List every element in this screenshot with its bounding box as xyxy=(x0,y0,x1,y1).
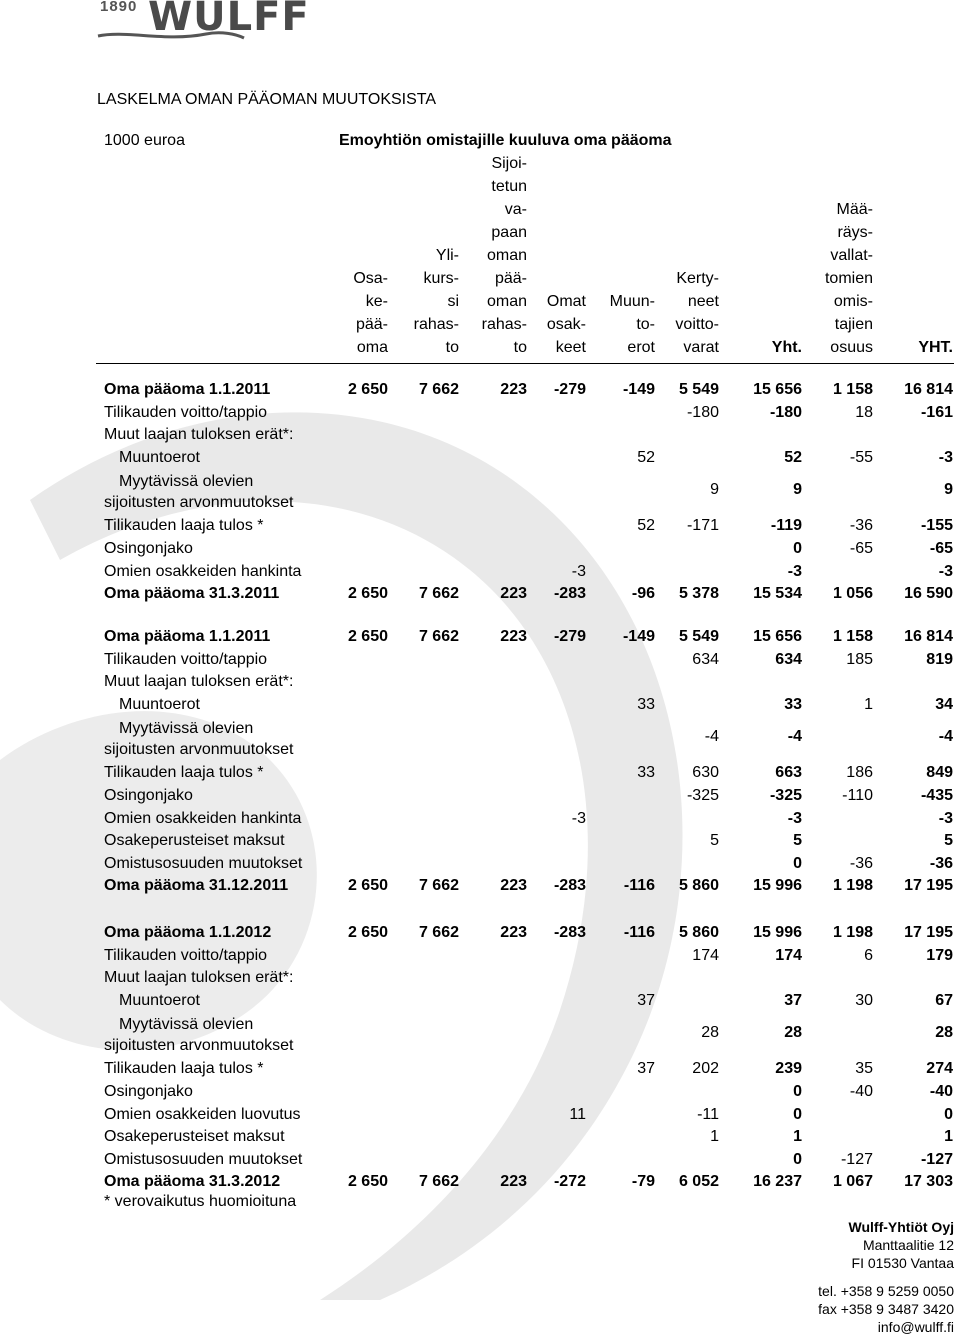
table-row xyxy=(0,1014,960,1058)
cell-col-4: -283 xyxy=(553,924,586,941)
cell-col-7: 0 xyxy=(793,854,802,872)
cell-col-9: 819 xyxy=(926,650,953,668)
cell-col-9: -155 xyxy=(920,517,953,535)
row-label: Muut laajan tuloksen erät*: xyxy=(104,969,294,987)
column-header-6: Kerty- neet voitto- varat xyxy=(675,270,719,356)
table-row xyxy=(0,1151,960,1173)
table-row xyxy=(0,1106,960,1128)
cell-col-2: 7 662 xyxy=(418,585,459,603)
row-label: Omien osakkeiden hankinta xyxy=(104,562,302,580)
table-row xyxy=(0,426,960,448)
group-header: Emoyhtiön omistajille kuuluva oma pääoma xyxy=(339,132,672,149)
cell-col-9: -3 xyxy=(938,809,953,827)
cell-col-8: 1 158 xyxy=(832,381,873,398)
cell-col-4: -272 xyxy=(553,1173,586,1191)
table-row xyxy=(0,540,960,562)
cell-col-9: -3 xyxy=(938,448,953,466)
cell-col-9: -127 xyxy=(920,1150,953,1168)
cell-col-4: -3 xyxy=(571,562,586,580)
table-row xyxy=(0,449,960,471)
row-label: Osakeperusteiset maksut xyxy=(104,1128,285,1146)
cell-col-3: 223 xyxy=(500,585,527,603)
column-header-9: YHT. xyxy=(918,339,953,356)
company-address xyxy=(849,1218,955,1272)
row-label: Myytävissä olevien sijoitusten arvonmuutokset xyxy=(104,473,294,512)
unit-label: 1000 euroa xyxy=(104,132,185,149)
cell-col-9: -161 xyxy=(920,403,953,421)
column-header-1: Osa- ke- pää- oma xyxy=(353,270,388,356)
cell-col-3: 223 xyxy=(500,1173,527,1191)
table-row xyxy=(0,517,960,539)
header-divider xyxy=(96,363,954,364)
cell-col-7: 5 xyxy=(793,832,802,850)
column-header-8: Mää- räys- vallat- tomien omis- tajien osuus xyxy=(824,201,873,356)
row-label: Muuntoerot xyxy=(119,991,200,1009)
cell-col-9: 34 xyxy=(935,695,953,713)
cell-col-2: 7 662 xyxy=(418,924,459,941)
cell-col-7: 15 996 xyxy=(753,924,802,941)
company-street: Manttaalitie 12 xyxy=(862,1237,954,1253)
logo-name: WULFF xyxy=(148,0,310,40)
row-label: Oma pääoma 1.1.2012 xyxy=(104,924,272,941)
cell-col-7: 15 656 xyxy=(753,628,802,645)
cell-col-9: 17 303 xyxy=(904,1173,953,1191)
cell-col-6: 5 xyxy=(710,832,719,850)
cell-col-6: 28 xyxy=(701,1024,719,1042)
cell-col-9: -4 xyxy=(938,728,953,746)
cell-col-9: 274 xyxy=(926,1060,953,1078)
cell-col-6: 174 xyxy=(692,946,719,964)
cell-col-6: 5 549 xyxy=(678,628,719,645)
row-label: Tilikauden laaja tulos * xyxy=(104,764,264,782)
table-row xyxy=(0,810,960,832)
cell-col-5: 33 xyxy=(637,695,655,713)
table-row xyxy=(0,947,960,969)
cell-col-7: 663 xyxy=(775,764,802,782)
cell-col-6: -11 xyxy=(697,1105,719,1123)
table-row xyxy=(0,651,960,673)
cell-col-1: 2 650 xyxy=(347,381,388,398)
table-row xyxy=(0,992,960,1014)
row-label: Omien osakkeiden luovutus xyxy=(104,1105,301,1123)
company-name: Wulff-Yhtiöt Oyj xyxy=(848,1219,954,1235)
cell-col-6: -180 xyxy=(686,403,719,421)
row-label: Tilikauden laaja tulos * xyxy=(104,1060,264,1078)
cell-col-6: 5 378 xyxy=(678,585,719,603)
cell-col-7: 1 xyxy=(793,1128,802,1146)
cell-col-8: 1 158 xyxy=(832,628,873,645)
row-label: Oma pääoma 31.3.2011 xyxy=(104,585,280,603)
row-label: Muuntoerot xyxy=(119,695,200,713)
cell-col-2: 7 662 xyxy=(418,877,459,895)
cell-col-8: -110 xyxy=(842,787,873,804)
cell-col-7: 16 237 xyxy=(753,1173,802,1191)
row-label: Muuntoerot xyxy=(119,448,200,466)
cell-col-6: 6 052 xyxy=(678,1173,719,1191)
cell-col-9: 16 590 xyxy=(904,585,953,603)
cell-col-4: 11 xyxy=(569,1105,586,1123)
cell-col-9: -40 xyxy=(929,1083,953,1100)
row-label: Osingonjako xyxy=(104,787,193,804)
logo-year: 1890 xyxy=(100,0,138,15)
cell-col-4: -3 xyxy=(571,809,586,827)
cell-col-5: -149 xyxy=(622,628,655,645)
cell-col-7: -4 xyxy=(787,728,802,746)
cell-col-5: -116 xyxy=(623,877,655,895)
row-label: Tilikauden voitto/tappio xyxy=(104,403,268,421)
cell-col-5: 52 xyxy=(637,448,655,466)
cell-col-7: 15 534 xyxy=(753,585,802,603)
cell-col-8: -40 xyxy=(849,1083,873,1100)
cell-col-8: -55 xyxy=(849,448,873,466)
cell-col-7: 634 xyxy=(775,650,802,668)
cell-col-1: 2 650 xyxy=(347,924,388,941)
cell-col-4: -283 xyxy=(553,877,586,895)
column-header-3: Sijoi- tetun va- paan oman pää- oman rahas- to xyxy=(481,155,527,356)
row-label: Oma pääoma 31.12.2011 xyxy=(104,877,289,895)
row-label: Oma pääoma 1.1.2011 xyxy=(104,381,271,398)
table-row xyxy=(0,404,960,426)
cell-col-8: 30 xyxy=(855,991,873,1009)
cell-col-7: 33 xyxy=(784,695,802,713)
row-label: Oma pääoma 31.3.2012 xyxy=(104,1173,281,1191)
row-label: Myytävissä olevien sijoitusten arvonmuutokset xyxy=(104,720,294,759)
cell-col-7: 15 996 xyxy=(753,877,802,895)
row-label: Omistusosuuden muutokset xyxy=(104,854,303,872)
cell-col-7: 174 xyxy=(775,946,802,964)
page-title: LASKELMA OMAN PÄÄOMAN MUUTOKSISTA xyxy=(97,91,437,108)
cell-col-7: 28 xyxy=(784,1024,802,1042)
cell-col-7: 0 xyxy=(793,1150,802,1168)
cell-col-6: -171 xyxy=(686,517,719,535)
cell-col-6: 5 860 xyxy=(678,877,719,895)
cell-col-5: 37 xyxy=(637,1060,655,1078)
cell-col-7: 15 656 xyxy=(753,381,802,398)
cell-col-7: 9 xyxy=(793,481,802,499)
row-label: Osingonjako xyxy=(104,1083,193,1100)
cell-col-9: 16 814 xyxy=(904,381,953,398)
table-row xyxy=(0,585,960,607)
cell-col-8: 185 xyxy=(846,650,873,668)
column-header-2: Yli- kurs- si rahas- to xyxy=(413,247,459,356)
row-label: Tilikauden voitto/tappio xyxy=(104,946,268,964)
cell-col-8: -36 xyxy=(849,854,873,872)
cell-col-9: -3 xyxy=(938,562,953,580)
table-row xyxy=(0,718,960,762)
cell-col-2: 7 662 xyxy=(418,628,459,645)
company-fax: fax +358 9 3487 3420 xyxy=(818,1301,954,1317)
cell-col-4: -279 xyxy=(553,381,586,398)
cell-col-2: 7 662 xyxy=(418,1173,459,1191)
row-label: Myytävissä olevien sijoitusten arvonmuutokset xyxy=(104,1016,294,1055)
logo-swoosh-icon xyxy=(96,28,246,44)
table-row xyxy=(0,764,960,786)
cell-col-8: 18 xyxy=(855,403,873,421)
table-row xyxy=(0,1083,960,1105)
cell-col-3: 223 xyxy=(500,877,527,895)
cell-col-7: -3 xyxy=(787,809,802,827)
cell-col-9: -36 xyxy=(929,854,953,872)
row-label: Muut laajan tuloksen erät*: xyxy=(104,673,294,691)
cell-col-3: 223 xyxy=(500,924,527,941)
row-label: Oma pääoma 1.1.2011 xyxy=(104,628,271,645)
table-row xyxy=(0,877,960,899)
table-row xyxy=(0,787,960,809)
cell-col-5: -116 xyxy=(623,924,655,941)
cell-col-6: 5 860 xyxy=(678,924,719,941)
cell-col-5: 52 xyxy=(637,517,655,535)
cell-col-9: 28 xyxy=(935,1024,953,1042)
table-row xyxy=(0,924,960,946)
cell-col-8: 1 198 xyxy=(832,877,873,895)
cell-col-8: 1 198 xyxy=(832,924,873,941)
table-row xyxy=(0,696,960,718)
cell-col-1: 2 650 xyxy=(347,1173,388,1191)
cell-col-9: -435 xyxy=(920,787,953,804)
cell-col-5: 37 xyxy=(637,991,655,1009)
table-row xyxy=(0,673,960,695)
cell-col-4: -279 xyxy=(553,628,586,645)
cell-col-8: 1 xyxy=(864,695,873,713)
row-label: Osingonjako xyxy=(104,540,193,557)
column-header-5: Muun- to- erot xyxy=(609,293,655,356)
cell-col-9: 67 xyxy=(935,991,953,1009)
table-row xyxy=(0,628,960,650)
table-row xyxy=(0,969,960,991)
cell-col-7: -119 xyxy=(770,517,802,535)
cell-col-8: 186 xyxy=(846,764,873,782)
cell-col-1: 2 650 xyxy=(347,877,388,895)
cell-col-5: -149 xyxy=(622,381,655,398)
row-label: Omistusosuuden muutokset xyxy=(104,1150,303,1168)
cell-col-7: -3 xyxy=(787,562,802,580)
footnote: * verovaikutus huomioituna xyxy=(104,1193,297,1210)
table-row xyxy=(0,1060,960,1082)
cell-col-9: 0 xyxy=(944,1105,953,1123)
cell-col-5: -96 xyxy=(631,585,655,603)
cell-col-6: -325 xyxy=(686,787,719,804)
cell-col-6: 634 xyxy=(692,650,719,668)
row-label: Omien osakkeiden hankinta xyxy=(104,809,302,827)
row-label: Muut laajan tuloksen erät*: xyxy=(104,426,294,444)
cell-col-7: 0 xyxy=(793,1083,802,1100)
row-label: Tilikauden laaja tulos * xyxy=(104,517,264,535)
cell-col-6: 1 xyxy=(710,1128,719,1146)
cell-col-9: -65 xyxy=(929,540,953,557)
cell-col-7: 0 xyxy=(793,540,802,557)
cell-col-6: 5 549 xyxy=(678,381,719,398)
cell-col-9: 16 814 xyxy=(904,628,953,645)
cell-col-6: 202 xyxy=(692,1060,719,1078)
cell-col-8: 1 056 xyxy=(832,585,873,603)
cell-col-7: 239 xyxy=(775,1060,802,1078)
company-contacts xyxy=(818,1282,954,1336)
cell-col-7: 52 xyxy=(784,448,802,466)
table-row xyxy=(0,471,960,515)
cell-col-5: -79 xyxy=(631,1173,655,1191)
column-header-7: Yht. xyxy=(771,339,802,356)
cell-col-8: 35 xyxy=(855,1060,873,1078)
cell-col-9: 9 xyxy=(944,481,953,499)
cell-col-1: 2 650 xyxy=(347,585,388,603)
cell-col-4: -283 xyxy=(553,585,586,603)
company-email[interactable]: info@wulff.fi xyxy=(877,1319,954,1335)
table-row xyxy=(0,832,960,854)
cell-col-8: -36 xyxy=(849,517,873,535)
cell-col-8: 6 xyxy=(864,946,873,964)
cell-col-7: 0 xyxy=(793,1105,802,1123)
cell-col-8: -65 xyxy=(849,540,873,557)
cell-col-7: 37 xyxy=(784,991,802,1009)
company-city: FI 01530 Vantaa xyxy=(851,1255,954,1271)
cell-col-6: 9 xyxy=(710,481,719,499)
table-row xyxy=(0,563,960,585)
cell-col-3: 223 xyxy=(500,381,527,398)
row-label: Tilikauden voitto/tappio xyxy=(104,650,268,668)
cell-col-6: 630 xyxy=(692,764,719,782)
table-row xyxy=(0,381,960,403)
cell-col-9: 17 195 xyxy=(904,924,953,941)
cell-col-3: 223 xyxy=(500,628,527,645)
cell-col-9: 5 xyxy=(944,832,953,850)
cell-col-1: 2 650 xyxy=(347,628,388,645)
cell-col-8: -127 xyxy=(840,1150,873,1168)
cell-col-7: -325 xyxy=(769,787,802,804)
cell-col-5: 33 xyxy=(637,764,655,782)
cell-col-9: 849 xyxy=(926,764,953,782)
cell-col-9: 17 195 xyxy=(904,877,953,895)
cell-col-9: 179 xyxy=(926,946,953,964)
company-tel: tel. +358 9 5259 0050 xyxy=(818,1283,954,1299)
table-row xyxy=(0,1128,960,1150)
cell-col-9: 1 xyxy=(944,1128,953,1146)
cell-col-7: -180 xyxy=(769,403,802,421)
cell-col-8: 1 067 xyxy=(832,1173,873,1191)
table-row xyxy=(0,855,960,877)
cell-col-6: -4 xyxy=(704,728,719,746)
column-header-4: Omat osak- keet xyxy=(546,293,586,356)
cell-col-2: 7 662 xyxy=(418,381,459,398)
row-label: Osakeperusteiset maksut xyxy=(104,832,285,850)
